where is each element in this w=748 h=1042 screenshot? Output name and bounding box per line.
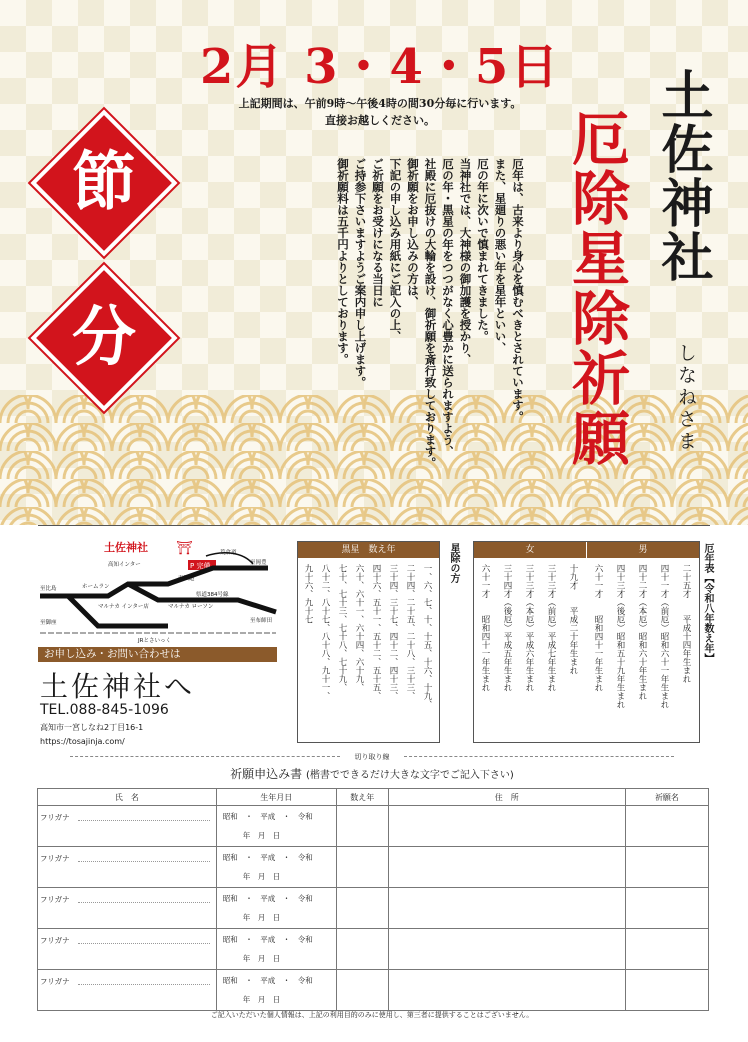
furigana-label: フリガナ: [40, 895, 70, 904]
address-cell[interactable]: [388, 888, 625, 929]
form-row: [38, 970, 709, 1011]
star-table-column: 一、六、七、十、十五、十六、十九、: [422, 564, 432, 709]
privacy-note: ご記入いただいた個人情報は、上記の利用目的のみに使用し、第三者に提供することはございません。: [210, 1011, 534, 1019]
star-table-column: 四十六、五十一、五十二、五十五、: [371, 564, 381, 700]
col-header-name: 氏 名: [38, 789, 217, 806]
form-subtitle: (楷書でできるだけ大きな文字でご記入下さい): [306, 770, 514, 781]
body-paragraph: 厄の年に次いで慎まれてきました。: [476, 158, 490, 342]
form-row: [38, 847, 709, 888]
birthdate-cell[interactable]: [216, 929, 336, 970]
male-header: 男: [587, 542, 699, 558]
address-cell[interactable]: [388, 806, 625, 847]
address-cell[interactable]: [388, 970, 625, 1011]
birthdate-cell[interactable]: [216, 847, 336, 888]
era-options: 昭和 ・ 平成 ・ 令和: [222, 812, 313, 821]
birthdate-cell[interactable]: [216, 888, 336, 929]
body-paragraph: ご持参下さいますようご案内申し上げます。: [353, 158, 368, 388]
female-header: 女: [474, 542, 586, 558]
yaku-male-column: 四十三才（後厄）昭和五十九年生まれ: [615, 564, 625, 709]
star-year-table: [297, 541, 440, 743]
star-table-column: 六十、六十一、六十四、六十九、: [354, 564, 364, 692]
map-label: 県道384号線: [196, 592, 229, 598]
prayer-title: 厄除星除祈願: [562, 108, 630, 468]
name-cell[interactable]: [38, 970, 217, 1011]
star-table-column: 七十、七十三、七十八、七十九、: [337, 564, 347, 692]
prayer-cell[interactable]: [625, 888, 708, 929]
body-paragraph: 御祈願をお申し込みの方は、: [406, 158, 420, 308]
map-label: 至御座: [40, 620, 57, 626]
address-cell[interactable]: [388, 847, 625, 888]
col-header-prayer: 祈願名: [625, 789, 708, 806]
birthdate-cell[interactable]: [216, 970, 336, 1011]
furigana-line: [78, 902, 210, 903]
furigana-label: フリガナ: [40, 813, 70, 822]
furigana-label: フリガナ: [40, 936, 70, 945]
torii-icon: ⛩: [176, 541, 193, 556]
badge-char-setsu: 節: [72, 145, 136, 220]
body-paragraph: ご祈願をお受けになる当日に: [371, 158, 385, 308]
age-cell[interactable]: [336, 970, 388, 1011]
yakudoshi-table-title: 厄年表【令和八年数え年】: [702, 543, 713, 663]
period-line-1: 上記期間は、午前9時〜午後4時の間30分毎に行います。: [238, 97, 522, 110]
era-options: 昭和 ・ 平成 ・ 令和: [222, 935, 313, 944]
age-cell[interactable]: [336, 847, 388, 888]
map-shrine-label: 土佐神社: [104, 541, 148, 554]
body-paragraph: また、星廻りの悪い年を星年といい、: [493, 158, 508, 354]
parking-label: P 完備: [190, 562, 211, 570]
era-options: 昭和 ・ 平成 ・ 令和: [222, 853, 313, 862]
star-table-header: 黒星 数え年: [298, 542, 439, 558]
cut-line: 切り取り線: [40, 752, 704, 762]
contact-name: 土佐神社へ: [40, 670, 196, 703]
shrine-name: 土佐神社: [652, 68, 712, 284]
contact-address: 高知市一宮しなね2丁目16-1: [40, 723, 144, 732]
yakudoshi-table: [473, 541, 700, 743]
ymd-label: 年 月 日: [242, 995, 281, 1004]
form-body: [38, 806, 709, 1011]
map-label: 至比島: [40, 586, 57, 592]
furigana-label: フリガナ: [40, 854, 70, 863]
form-row: [38, 888, 709, 929]
age-cell[interactable]: [336, 929, 388, 970]
era-options: 昭和 ・ 平成 ・ 令和: [222, 894, 313, 903]
birthdate-cell[interactable]: [216, 806, 336, 847]
map-label: マルナカ インター店: [98, 604, 149, 610]
yaku-female-column: 三十三才（前厄）平成七年生まれ: [546, 564, 556, 692]
event-dates: 2月 3・4・5日: [200, 39, 561, 95]
form-title-text: 祈願申込み書: [230, 767, 303, 781]
yaku-female-column: 三十四才（後厄）平成五年生まれ: [502, 564, 512, 692]
map-label: JRとさいっく: [138, 638, 171, 644]
col-header-address: 住 所: [388, 789, 625, 806]
star-table-column: 八十二、八十七、八十八、九十一、: [320, 564, 330, 700]
yaku-male-column: 二十五才 平成十四年生まれ: [681, 564, 691, 683]
yaku-male-column: 四十二才（本厄）昭和六十年生まれ: [637, 564, 647, 700]
body-paragraph: 厄年は、古来より身心を慎むべきとされています。: [511, 158, 525, 423]
yaku-female-column: 六十一才 昭和四十一年生まれ: [480, 564, 490, 692]
prayer-cell[interactable]: [625, 847, 708, 888]
body-paragraph: 社殿に厄抜けの大輪を設け、御祈願を斎行致しております。: [423, 158, 438, 469]
age-cell[interactable]: [336, 806, 388, 847]
name-cell[interactable]: [38, 806, 217, 847]
furigana-label: フリガナ: [40, 977, 70, 986]
contact-phone[interactable]: TEL.088-845-1096: [40, 702, 169, 718]
yaku-female-column: 三十三才（本厄）平成六年生まれ: [524, 564, 534, 692]
furigana-line: [78, 861, 210, 862]
map-label: ホームラン: [82, 584, 110, 590]
period-line-2: 直接お越しください。: [325, 114, 435, 127]
age-cell[interactable]: [336, 888, 388, 929]
col-header-birthdate: 生年月日: [216, 789, 336, 806]
ymd-label: 年 月 日: [242, 954, 281, 963]
section-divider: [38, 525, 710, 526]
yaku-male-column: 四十一才（前厄）昭和六十一年生まれ: [659, 564, 669, 709]
col-header-age: 数え年: [336, 789, 388, 806]
ymd-label: 年 月 日: [242, 831, 281, 840]
body-text: [334, 158, 527, 498]
contact-bar: お申し込み・お問い合わせは: [38, 647, 277, 662]
name-cell[interactable]: [38, 888, 217, 929]
name-cell[interactable]: [38, 929, 217, 970]
map-label: 至岡豊: [250, 560, 267, 566]
furigana-line: [78, 820, 210, 821]
access-map: [38, 538, 278, 648]
prayer-cell[interactable]: [625, 970, 708, 1011]
shrine-reading: しなねさま: [675, 343, 697, 453]
furigana-line: [78, 943, 210, 944]
ymd-label: 年 月 日: [242, 913, 281, 922]
address-cell[interactable]: [388, 929, 625, 970]
body-paragraph: 当神社では、大神様の御加護を授かり、: [458, 158, 473, 365]
form-title: [40, 765, 704, 782]
prayer-cell[interactable]: [625, 806, 708, 847]
star-table-column: 二十四、二十五、二十八、三十三、: [405, 564, 415, 700]
body-paragraph: 下記の申し込み用紙にご記入の上、: [388, 158, 403, 342]
era-options: 昭和 ・ 平成 ・ 令和: [222, 976, 313, 985]
yaku-male-column: 六十一才 昭和四十一年生まれ: [593, 564, 603, 692]
map-label: マルナカ ローソン: [168, 604, 214, 610]
furigana-line: [78, 984, 210, 985]
name-cell[interactable]: [38, 847, 217, 888]
star-table-column: 九十六、九十七: [303, 564, 313, 624]
contact-url[interactable]: https://tosajinja.com/: [40, 737, 125, 746]
map-roads: [40, 568, 276, 626]
application-form: [37, 788, 709, 1011]
ymd-label: 年 月 日: [242, 872, 281, 881]
form-row: [38, 929, 709, 970]
star-table-side-label: 星除の方: [448, 543, 459, 583]
body-paragraph: 厄の年・黒星の年をつつがなく心豊かに送られますよう、: [441, 158, 455, 457]
yaku-female-column: 十九才 平成二十年生まれ: [568, 564, 578, 675]
period-notice: [190, 95, 570, 129]
badge-char-bun: 分: [72, 300, 136, 375]
body-paragraph: 御祈願料は五千円よりとしております。: [336, 158, 350, 365]
form-row: [38, 806, 709, 847]
map-label: 南国道: [178, 576, 195, 582]
map-label: 荒倉道: [220, 550, 237, 556]
map-label: 高知インター: [108, 562, 141, 568]
star-table-column: 三十四、三十七、四十二、四十三、: [388, 564, 398, 700]
map-label: 至布師田: [250, 618, 273, 624]
prayer-cell[interactable]: [625, 929, 708, 970]
